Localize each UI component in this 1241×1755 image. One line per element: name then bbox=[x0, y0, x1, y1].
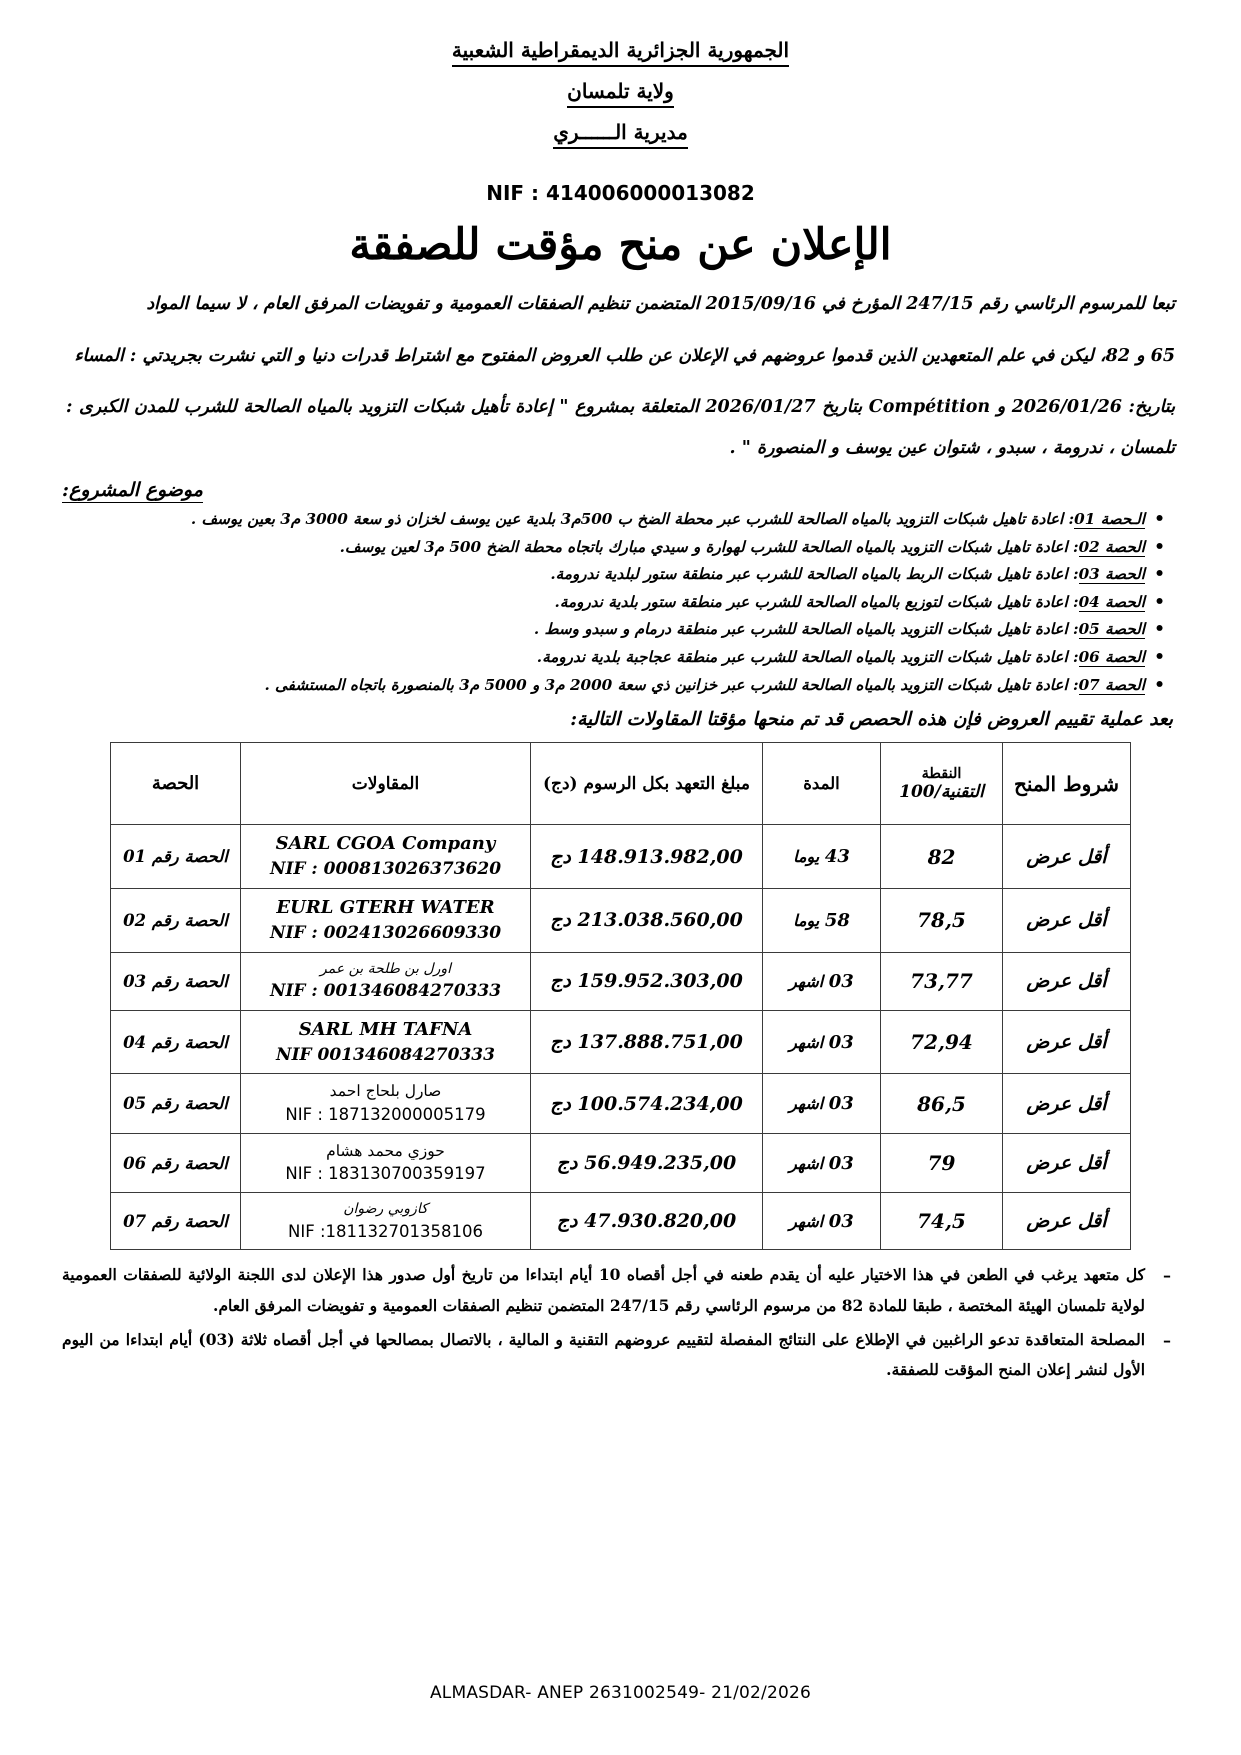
cell-amount-currency: دج bbox=[550, 970, 571, 993]
lot-label: الحصة 06 bbox=[1078, 648, 1145, 667]
cell-note: 73,77 bbox=[881, 952, 1003, 1010]
cell-duration bbox=[763, 889, 881, 953]
cell-duration-num: 58 bbox=[824, 909, 850, 931]
lot-sep: : bbox=[1072, 565, 1079, 584]
list-item: – المصلحة المتعاقدة تدعو الراغبين في الإطلاع على النتائج المفصلة لتقييم عروضهم التقنية و المالية ، بالاتصال بمصالحها في أجل أقصاه ثلاثة (03) أيام ابتداءا من اليوم الأول لنشر إعلان المنح المؤقت للصفقة. bbox=[62, 1325, 1179, 1385]
header-nif: NIF : 414006000013082 bbox=[486, 181, 755, 205]
cell-duration-unit: اشهر bbox=[789, 1032, 824, 1052]
cell-duration-unit: اشهر bbox=[789, 1153, 824, 1173]
cell-amount-currency: دج bbox=[556, 1210, 578, 1233]
cell-duration-unit: اشهر bbox=[789, 971, 824, 991]
table-lead-in: بعد عملية تقييم العروض فإن هذه الحصص قد تم منحها مؤقتا المقاولات التالية: bbox=[570, 709, 1173, 731]
cell-company bbox=[241, 889, 531, 953]
company-name: صارل بلحاج احمد bbox=[329, 1082, 442, 1101]
cell-amount bbox=[531, 1010, 763, 1074]
table-header-row bbox=[111, 743, 1131, 825]
subject-heading: موضوع المشروع: bbox=[62, 478, 203, 501]
awards-table bbox=[110, 742, 1131, 1250]
cell-company bbox=[241, 1133, 531, 1192]
lot-label: الحصة 03 bbox=[1078, 565, 1145, 584]
intro-paragraph-2 bbox=[62, 336, 1179, 377]
cell-lot: الحصة رقم 02 bbox=[111, 889, 241, 953]
lot-label: الحصة 07 bbox=[1078, 675, 1145, 694]
cell-amount-value: 100.574.234,00 bbox=[577, 1092, 743, 1115]
lot-text: اعادة تاهيل شبكات التزويد بالمياه الصالحة للشرب عبر خزانين ذي سعة 2000 م3 و 5000 م3 بالمنصورة باتجاه المستشفى . bbox=[264, 675, 1068, 694]
intro-line4: للشرب للمدن الكبرى : تلمسان ، ندرومة ، سبدو ، شتوان عين يوسف و المنصورة " . bbox=[66, 396, 1175, 458]
lot-sep: : bbox=[1072, 592, 1079, 611]
intro-line1-c: المتضمن تنظيم الصفقات العمومية و تفويضات المرفق العام ، لا سيما المواد bbox=[146, 294, 700, 315]
cell-lot: الحصة رقم 04 bbox=[111, 1010, 241, 1074]
lot-label: الحصة 02 bbox=[1078, 537, 1145, 556]
table-row bbox=[111, 1133, 1131, 1192]
bottom-reference-strip: ALMASDAR- ANEP 2631002549- 21/02/2026 bbox=[429, 1683, 812, 1703]
intro-line3-b: و bbox=[996, 396, 1006, 417]
intro-line2: 65 و 82، ليكن في علم المتعهدين الذين قدموا عروضهم في الإعلان عن طلب العروض المفتوح مع اشتراط قدرات دنيا و التي نشرت بجريدتي : المساء bbox=[74, 345, 1175, 366]
cell-duration bbox=[763, 825, 881, 889]
cell-note: 72,94 bbox=[881, 1010, 1003, 1074]
cell-lot: الحصة رقم 06 bbox=[111, 1133, 241, 1192]
cell-duration-num: 03 bbox=[828, 1152, 854, 1174]
company-nif: NIF : 001346084270333 bbox=[269, 981, 502, 1002]
lot-sep: : bbox=[1068, 509, 1075, 528]
header-wilaya: ولاية تلمسان bbox=[567, 79, 674, 108]
cell-company bbox=[241, 952, 531, 1010]
cell-condition: أقل عرض bbox=[1003, 825, 1131, 889]
cell-company bbox=[241, 1074, 531, 1133]
lot-label: الحصة 05 bbox=[1078, 620, 1145, 639]
intro-line1-b: المؤرخ في bbox=[821, 294, 901, 315]
table-row bbox=[111, 889, 1131, 953]
lot-label: الحصة 04 bbox=[1078, 592, 1145, 611]
page-title: الإعلان عن منح مؤقت للصفقة bbox=[349, 220, 892, 270]
table-body bbox=[111, 825, 1131, 1250]
company-name: SARL CGOA Company bbox=[275, 833, 496, 855]
cell-duration-unit: اشهر bbox=[789, 1094, 824, 1114]
list-item bbox=[62, 507, 1171, 532]
lot-sep: : bbox=[1072, 537, 1079, 556]
table-row bbox=[111, 952, 1131, 1010]
cell-company bbox=[241, 1193, 531, 1250]
footer-notes bbox=[62, 1260, 1179, 1385]
cell-amount-currency: دج bbox=[550, 1031, 571, 1054]
lot-text: اعادة تاهيل شبكات التزويد بالمياه الصالحة للشرب عبر منطقة عجاجبة بلدية ندرومة. bbox=[536, 648, 1068, 667]
company-nif: NIF 001346084270333 bbox=[276, 1044, 495, 1065]
table-row bbox=[111, 1010, 1131, 1074]
cell-duration-num: 43 bbox=[824, 846, 850, 868]
lot-text: اعادة تاهيل شبكات التزويد بالمياه الصالحة للشرب عبر محطة الضخ ب 500م3 بلدية عين يوسف لخزان ذو سعة 3000 م3 بعين يوسف . bbox=[190, 509, 1064, 528]
company-name: EURL GTERH WATER bbox=[276, 897, 495, 919]
cell-condition: أقل عرض bbox=[1003, 1133, 1131, 1192]
cell-amount bbox=[531, 1074, 763, 1133]
cell-condition: أقل عرض bbox=[1003, 889, 1131, 953]
cell-amount-currency: دج bbox=[550, 909, 571, 932]
lots-list bbox=[62, 507, 1179, 697]
column-header-lot: الحصة bbox=[111, 743, 241, 825]
cell-note: 79 bbox=[881, 1133, 1003, 1192]
company-nif: NIF : 183130700359197 bbox=[285, 1164, 486, 1184]
list-item bbox=[62, 562, 1171, 587]
company-nif: NIF : 000813026373620 bbox=[269, 859, 502, 880]
decree-date: 2015/09/16 bbox=[705, 294, 816, 315]
cell-amount-value: 159.952.303,00 bbox=[577, 970, 743, 993]
cell-amount-value: 56.949.235,00 bbox=[584, 1152, 737, 1175]
lot-text: اعادة تاهيل شبكات التزويد بالمياه الصالحة للشرب عبر منطقة درمام و سبدو وسط . bbox=[533, 620, 1068, 639]
list-item bbox=[62, 673, 1171, 698]
cell-amount-value: 47.930.820,00 bbox=[584, 1210, 737, 1233]
document-header bbox=[62, 38, 1179, 155]
column-header-amount: مبلغ التعهد بكل الرسوم (دج) bbox=[531, 743, 763, 825]
company-name: SARL MH TAFNA bbox=[298, 1018, 473, 1040]
cell-duration-unit: يوما bbox=[793, 847, 820, 867]
cell-amount bbox=[531, 825, 763, 889]
cell-lot: الحصة رقم 01 bbox=[111, 825, 241, 889]
intro-line3-c: بتاريخ bbox=[822, 396, 863, 417]
list-item bbox=[62, 617, 1171, 642]
cell-duration bbox=[763, 1010, 881, 1074]
table-row bbox=[111, 1074, 1131, 1133]
cell-lot: الحصة رقم 07 bbox=[111, 1193, 241, 1250]
cell-amount-value: 137.888.751,00 bbox=[577, 1031, 743, 1054]
intro-paragraph-3 bbox=[62, 387, 1179, 469]
column-header-company: المقاولات bbox=[241, 743, 531, 825]
cell-note: 78,5 bbox=[881, 889, 1003, 953]
cell-condition: أقل عرض bbox=[1003, 952, 1131, 1010]
cell-duration bbox=[763, 952, 881, 1010]
cell-amount bbox=[531, 952, 763, 1010]
cell-duration bbox=[763, 1074, 881, 1133]
company-name: حوزي محمد هشام bbox=[326, 1141, 445, 1160]
list-item bbox=[62, 590, 1171, 615]
column-header-note bbox=[881, 743, 1003, 825]
cell-condition: أقل عرض bbox=[1003, 1193, 1131, 1250]
intro-line3-a: بتاريخ: bbox=[1128, 396, 1176, 417]
company-nif: NIF : 187132000005179 bbox=[285, 1104, 486, 1124]
cell-duration-num: 03 bbox=[828, 1093, 854, 1115]
column-header-note-line1: النقطة bbox=[921, 765, 962, 783]
cell-amount bbox=[531, 889, 763, 953]
lot-text: اعادة تاهيل شبكات التزويد بالمياه الصالحة للشرب لهوارة و سيدي مبارك باتجاه محطة الضخ 500 م3 لعين يوسف. bbox=[339, 537, 1068, 556]
list-item bbox=[62, 645, 1171, 670]
intro-line1-a: تبعا للمرسوم الرئاسي رقم bbox=[979, 294, 1175, 315]
lot-text: اعادة تاهيل شبكات لتوزيع بالمياه الصالحة للشرب عبر منطقة ستور بلدية ندرومة. bbox=[554, 592, 1068, 611]
cell-amount bbox=[531, 1193, 763, 1250]
company-name: اورل بن طلحة بن عمر bbox=[320, 960, 451, 977]
cell-note: 86,5 bbox=[881, 1074, 1003, 1133]
publication-date-1: 2026/01/26 bbox=[1011, 396, 1122, 417]
lot-sep: : bbox=[1072, 675, 1079, 694]
cell-amount-value: 148.913.982,00 bbox=[577, 845, 743, 868]
decree-number: 247/15 bbox=[906, 294, 974, 315]
company-nif: NIF : 002413026609330 bbox=[269, 923, 502, 944]
lot-label: الـحصة 01 bbox=[1074, 509, 1145, 528]
cell-duration-num: 03 bbox=[828, 970, 854, 992]
column-header-duration: المدة bbox=[763, 743, 881, 825]
column-header-conditions: شروط المنح bbox=[1003, 743, 1131, 825]
cell-duration-unit: يوما bbox=[793, 910, 820, 930]
cell-duration bbox=[763, 1193, 881, 1250]
list-item bbox=[62, 535, 1171, 560]
company-name: كازوبي رضوان bbox=[343, 1201, 428, 1218]
cell-duration-num: 03 bbox=[828, 1031, 854, 1053]
newspaper-competition: Compétition bbox=[868, 396, 991, 417]
company-nif: NIF :181132701358106 bbox=[288, 1221, 483, 1241]
list-item: – كل متعهد يرغب في الطعن في هذا الاختيار عليه أن يقدم طعنه في أجل أقصاه 10 أيام ابتداءا من تاريخ أول صدور هذا الإعلان لدى اللجنة الولائية للصفقات العمومية لولاية تلمسان الهيئة المختصة ، طبقا للمادة 82 من مرسوم الرئاسي رقم 247/15 المتضمن تنظيم الصفقات العمومية و تفويضات المرفق العام. bbox=[62, 1260, 1179, 1320]
cell-amount-currency: دج bbox=[550, 845, 571, 868]
cell-amount bbox=[531, 1133, 763, 1192]
intro-paragraph bbox=[62, 284, 1179, 325]
cell-amount-currency: دج bbox=[556, 1152, 578, 1175]
table-row bbox=[111, 825, 1131, 889]
cell-note: 74,5 bbox=[881, 1193, 1003, 1250]
cell-lot: الحصة رقم 05 bbox=[111, 1074, 241, 1133]
header-republic: الجمهورية الجزائرية الديمقراطية الشعبية bbox=[452, 38, 789, 67]
cell-lot: الحصة رقم 03 bbox=[111, 952, 241, 1010]
cell-amount-value: 213.038.560,00 bbox=[577, 909, 743, 932]
cell-condition: أقل عرض bbox=[1003, 1010, 1131, 1074]
lot-text: اعادة تاهيل شبكات الربط بالمياه الصالحة للشرب عبر منطقة ستور لبلدية ندرومة. bbox=[550, 565, 1068, 584]
intro-line3-d: المتعلقة بمشروع " إعادة تأهيل شبكات التزويد بالمياه الصالحة bbox=[243, 396, 699, 417]
cell-company bbox=[241, 825, 531, 889]
cell-company bbox=[241, 1010, 531, 1074]
cell-condition: أقل عرض bbox=[1003, 1074, 1131, 1133]
lot-sep: : bbox=[1072, 620, 1079, 639]
table-row bbox=[111, 1193, 1131, 1250]
cell-duration-unit: اشهر bbox=[789, 1211, 824, 1231]
header-directorate: مديرية الــــــري bbox=[553, 120, 688, 149]
cell-note: 82 bbox=[881, 825, 1003, 889]
column-header-note-line2: التقنية/100 bbox=[899, 782, 984, 803]
cell-duration bbox=[763, 1133, 881, 1192]
cell-duration-num: 03 bbox=[828, 1210, 854, 1232]
publication-date-2: 2026/01/27 bbox=[705, 396, 816, 417]
lot-sep: : bbox=[1072, 648, 1079, 667]
cell-amount-currency: دج bbox=[550, 1092, 571, 1115]
